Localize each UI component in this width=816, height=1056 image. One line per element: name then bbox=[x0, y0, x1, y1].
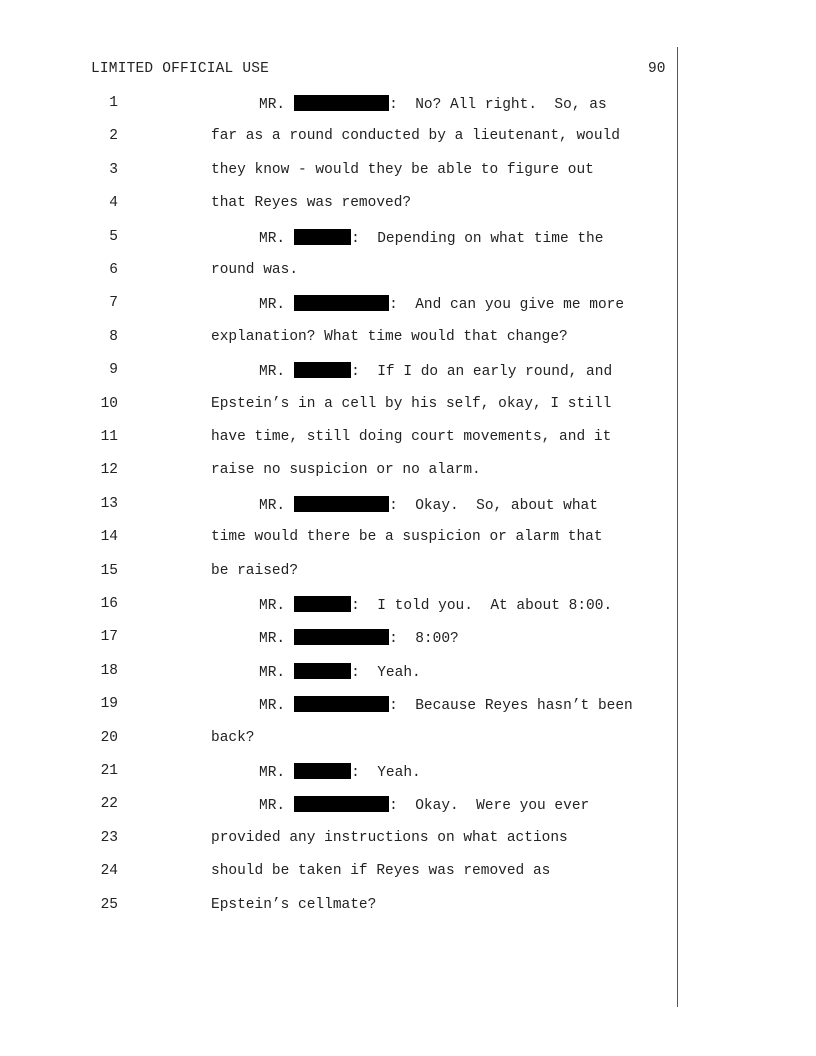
redaction-box bbox=[294, 629, 389, 645]
speech-text: : Yeah. bbox=[351, 664, 421, 681]
line-text: raise no suspicion or no alarm. bbox=[211, 462, 481, 479]
speaker-line bbox=[259, 629, 459, 647]
line-text: should be taken if Reyes was removed as bbox=[211, 863, 551, 880]
line-text: Epstein’s in a cell by his self, okay, I still bbox=[211, 395, 612, 412]
line-number: 15 bbox=[100, 562, 118, 579]
line-number: 10 bbox=[100, 395, 118, 412]
redaction-box bbox=[294, 596, 351, 612]
redaction-box bbox=[294, 696, 389, 712]
page-number: 90 bbox=[648, 61, 666, 77]
speaker-prefix: MR. bbox=[259, 664, 286, 681]
line-text: time would there be a suspicion or alarm that bbox=[211, 529, 603, 546]
speaker-line bbox=[259, 796, 589, 814]
line-text: back? bbox=[211, 729, 255, 746]
transcript-line bbox=[0, 329, 700, 349]
speaker-line bbox=[259, 496, 598, 514]
speech-text: : Yeah. bbox=[351, 765, 421, 781]
transcript-line bbox=[0, 629, 700, 649]
transcript-line bbox=[0, 863, 700, 883]
line-number: 19 bbox=[100, 696, 118, 713]
speech-text: : I told you. At about 8:00. bbox=[351, 598, 613, 614]
transcript-line bbox=[0, 295, 700, 315]
speech-text: : If I do an early round, and bbox=[351, 364, 613, 381]
line-number: 24 bbox=[100, 863, 118, 880]
redaction-box bbox=[294, 496, 389, 512]
transcript-line bbox=[0, 529, 700, 549]
speaker-line bbox=[259, 295, 624, 313]
line-number: 25 bbox=[100, 896, 118, 913]
transcript-line bbox=[0, 462, 700, 482]
redaction-box bbox=[294, 362, 351, 378]
speaker-prefix: MR. bbox=[259, 598, 286, 614]
speaker-line bbox=[259, 663, 421, 681]
line-text: round was. bbox=[211, 262, 299, 278]
speaker-line bbox=[259, 596, 612, 614]
line-number: 4 bbox=[109, 195, 118, 212]
line-number: 7 bbox=[109, 295, 118, 312]
redaction-box bbox=[294, 95, 389, 111]
speech-text: : Depending on what time the bbox=[351, 230, 604, 247]
transcript-line bbox=[0, 763, 700, 783]
speech-text: : And can you give me more bbox=[389, 297, 625, 314]
redaction-box bbox=[294, 295, 389, 311]
speaker-prefix: MR. bbox=[259, 497, 286, 514]
line-number: 17 bbox=[100, 629, 118, 646]
line-number: 18 bbox=[100, 662, 118, 679]
line-number: 14 bbox=[100, 529, 118, 546]
line-number: 6 bbox=[109, 262, 118, 278]
redaction-box bbox=[294, 229, 351, 245]
transcript-line bbox=[0, 897, 700, 917]
speaker-prefix: MR. bbox=[259, 698, 286, 715]
transcript-line bbox=[0, 362, 700, 382]
line-number: 9 bbox=[109, 362, 118, 379]
speech-text: : Okay. Were you ever bbox=[389, 798, 590, 815]
speaker-prefix: MR. bbox=[259, 765, 286, 781]
line-text: Epstein’s cellmate? bbox=[211, 896, 377, 913]
speaker-prefix: MR. bbox=[259, 297, 286, 314]
redaction-box bbox=[294, 796, 389, 812]
line-number: 20 bbox=[100, 729, 118, 746]
speaker-prefix: MR. bbox=[259, 97, 286, 113]
speaker-line bbox=[259, 95, 607, 113]
transcript-line bbox=[0, 128, 700, 148]
transcript-line bbox=[0, 796, 700, 816]
speech-text: : Because Reyes hasn’t been bbox=[389, 698, 633, 715]
transcript-line bbox=[0, 229, 700, 249]
transcript-line bbox=[0, 396, 700, 416]
speech-text: : Okay. So, about what bbox=[389, 497, 598, 514]
speech-text: : No? All right. So, as bbox=[389, 97, 607, 113]
transcript-line bbox=[0, 429, 700, 449]
line-number: 5 bbox=[109, 228, 118, 245]
line-text: that Reyes was removed? bbox=[211, 195, 412, 212]
transcript-line bbox=[0, 663, 700, 683]
line-number: 12 bbox=[100, 462, 118, 479]
line-number: 22 bbox=[100, 796, 118, 813]
line-number: 11 bbox=[100, 429, 118, 445]
classification-header: LIMITED OFFICIAL USE bbox=[91, 61, 270, 77]
redaction-box bbox=[294, 663, 351, 679]
line-text: they know - would they be able to figure out bbox=[211, 161, 594, 178]
transcript-line bbox=[0, 162, 700, 182]
transcript-line bbox=[0, 496, 700, 516]
line-text: have time, still doing court movements, and it bbox=[211, 429, 612, 445]
line-text: far as a round conducted by a lieutenant, would bbox=[211, 128, 620, 145]
speaker-prefix: MR. bbox=[259, 798, 286, 815]
line-number: 8 bbox=[109, 328, 118, 345]
speech-text: : 8:00? bbox=[389, 631, 459, 648]
line-text: explanation? What time would that change? bbox=[211, 328, 568, 345]
line-number: 21 bbox=[100, 763, 118, 779]
line-number: 3 bbox=[109, 161, 118, 178]
speaker-line bbox=[259, 763, 421, 781]
speaker-prefix: MR. bbox=[259, 631, 286, 648]
line-number: 23 bbox=[100, 829, 118, 846]
transcript-line bbox=[0, 195, 700, 215]
line-number: 16 bbox=[100, 596, 118, 612]
transcript-line bbox=[0, 730, 700, 750]
speaker-line bbox=[259, 362, 612, 380]
speaker-prefix: MR. bbox=[259, 364, 286, 381]
transcript-line bbox=[0, 262, 700, 282]
transcript-line bbox=[0, 563, 700, 583]
line-number: 1 bbox=[109, 95, 118, 111]
line-number: 2 bbox=[109, 128, 118, 145]
line-number: 13 bbox=[100, 495, 118, 512]
line-text: be raised? bbox=[211, 562, 299, 579]
transcript-line bbox=[0, 696, 700, 716]
line-text: provided any instructions on what actions bbox=[211, 829, 568, 846]
redaction-box bbox=[294, 763, 351, 779]
speaker-prefix: MR. bbox=[259, 230, 286, 247]
transcript-line bbox=[0, 95, 700, 115]
transcript-line bbox=[0, 596, 700, 616]
speaker-line bbox=[259, 229, 603, 247]
speaker-line bbox=[259, 696, 633, 714]
transcript-line bbox=[0, 830, 700, 850]
